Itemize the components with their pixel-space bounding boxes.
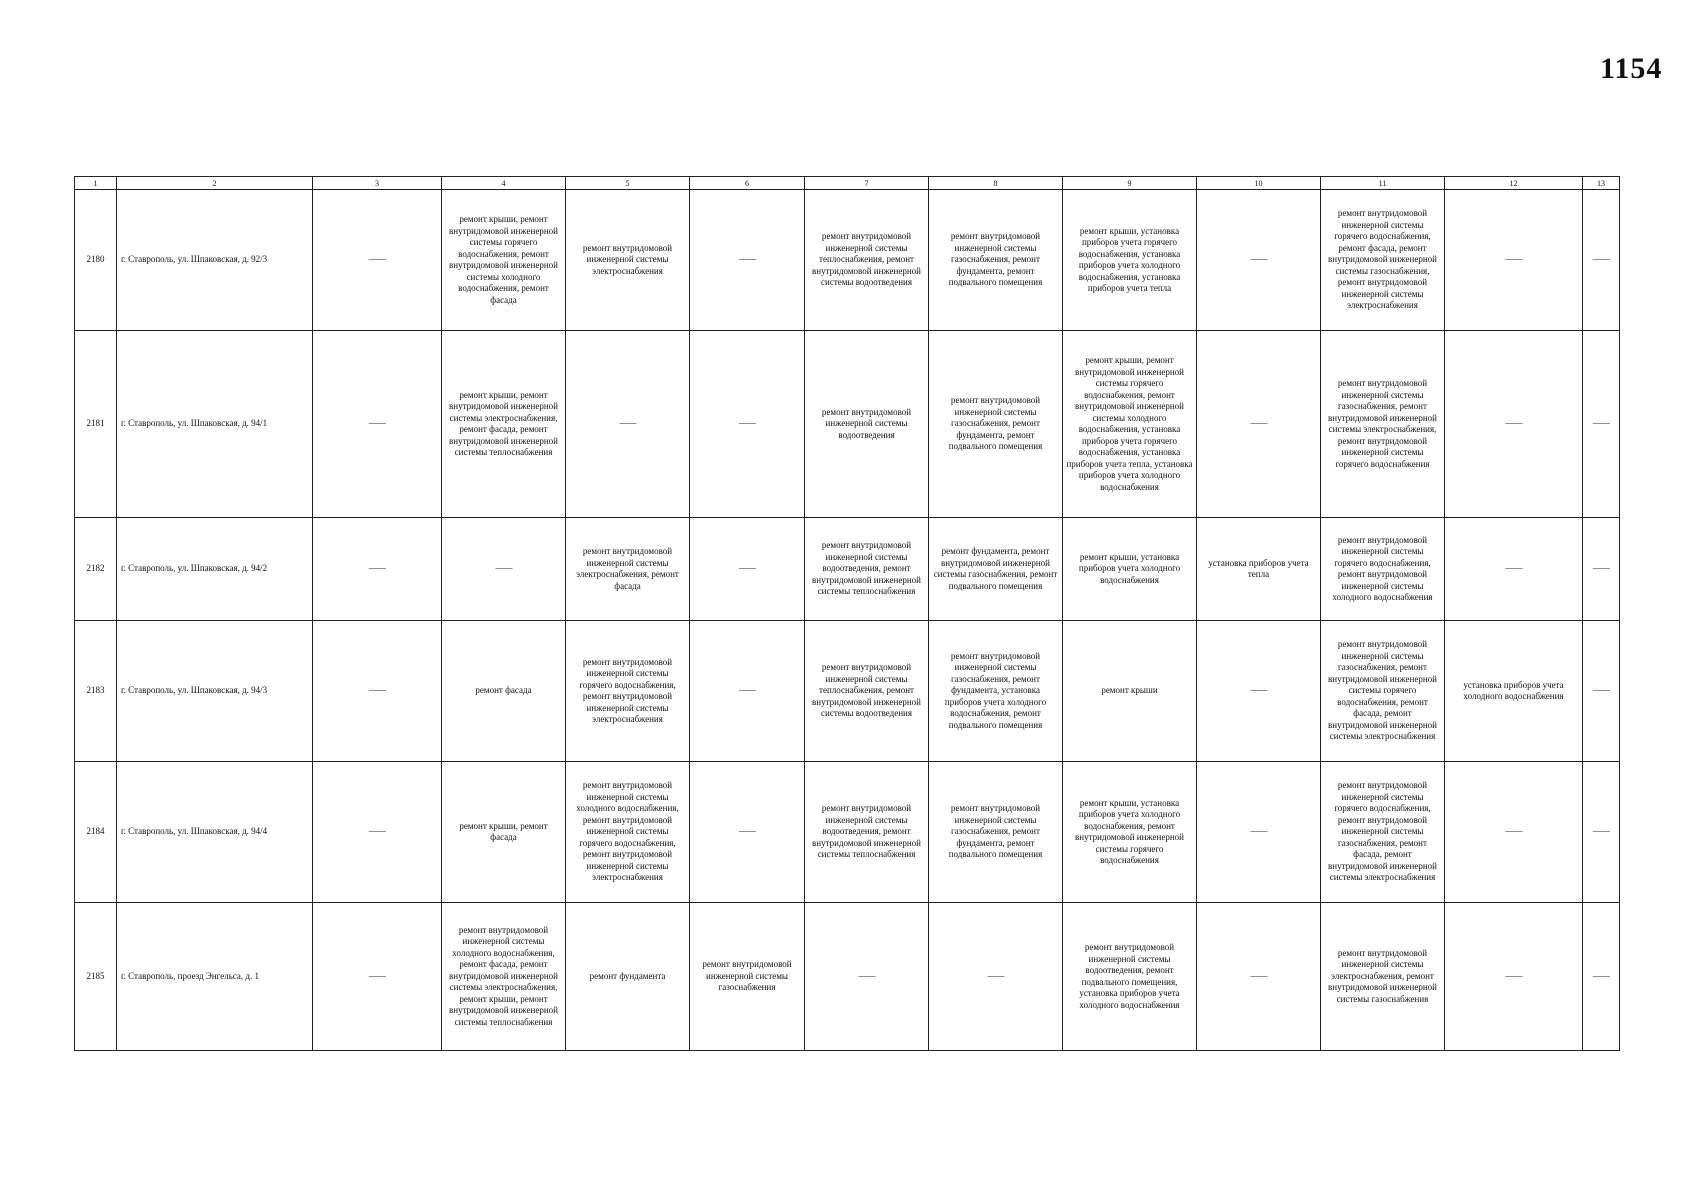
work-type-cell: ремонт внутридомовой инженерной системы водоотведения, ремонт внутридомовой инженерной системы теплоснабжения — [805, 518, 929, 621]
empty-dash-cell: —— — [313, 518, 442, 621]
empty-dash-cell: —— — [1583, 518, 1620, 621]
column-number: 9 — [1063, 177, 1197, 190]
empty-dash-cell: —— — [313, 903, 442, 1051]
work-type-cell: ремонт внутридомовой инженерной системы горячего водоснабжения, ремонт внутридомовой инженерной системы газоснабжения, ремонт фасада, ремонт внутридомовой инженерной системы электроснабжения — [1321, 762, 1445, 903]
row-number-cell: 2180 — [75, 190, 117, 331]
work-type-cell: ремонт внутридомовой инженерной системы газоснабжения, ремонт внутридомовой инженерной системы электроснабжения, ремонт внутридомовой инженерной системы горячего водоснабжения — [1321, 331, 1445, 518]
work-type-cell: ремонт фундамента, ремонт внутридомовой инженерной системы газоснабжения, ремонт подвального помещения — [929, 518, 1063, 621]
empty-dash-cell: —— — [1583, 762, 1620, 903]
empty-dash-cell: —— — [442, 518, 566, 621]
work-type-cell: ремонт внутридомовой инженерной системы электроснабжения, ремонт фасада — [566, 518, 690, 621]
address-cell: г. Ставрополь, ул. Шпаковская, д. 94/1 — [117, 331, 313, 518]
empty-dash-cell: —— — [1445, 762, 1583, 903]
empty-dash-cell: —— — [690, 190, 805, 331]
column-number: 3 — [313, 177, 442, 190]
empty-dash-cell: —— — [566, 331, 690, 518]
empty-dash-cell: —— — [1445, 331, 1583, 518]
column-number: 6 — [690, 177, 805, 190]
empty-dash-cell: —— — [929, 903, 1063, 1051]
work-type-cell: ремонт внутридомовой инженерной системы водоотведения — [805, 331, 929, 518]
row-number-cell: 2185 — [75, 903, 117, 1051]
row-number-cell: 2184 — [75, 762, 117, 903]
address-cell: г. Ставрополь, ул. Шпаковская, д. 94/2 — [117, 518, 313, 621]
work-type-cell: ремонт крыши, установка приборов учета холодного водоснабжения, ремонт внутридомовой инженерной системы горячего водоснабжения — [1063, 762, 1197, 903]
empty-dash-cell: —— — [1197, 903, 1321, 1051]
work-type-cell: ремонт внутридомовой инженерной системы газоснабжения, ремонт внутридомовой инженерной системы горячего водоснабжения, ремонт фасада, ремонт внутридомовой инженерной системы электроснабжения — [1321, 621, 1445, 762]
work-type-cell: ремонт внутридомовой инженерной системы горячего водоснабжения, ремонт фасада, ремонт внутридомовой инженерной системы газоснабжения, ремонт внутридомовой инженерной системы электроснабжения — [1321, 190, 1445, 331]
empty-dash-cell: —— — [690, 762, 805, 903]
empty-dash-cell: —— — [1583, 903, 1620, 1051]
table-row — [75, 518, 1620, 621]
table-row — [75, 621, 1620, 762]
work-type-cell: ремонт внутридомовой инженерной системы теплоснабжения, ремонт внутридомовой инженерной системы водоотведения — [805, 190, 929, 331]
row-number-cell: 2181 — [75, 331, 117, 518]
empty-dash-cell: —— — [313, 190, 442, 331]
work-type-cell: ремонт внутридомовой инженерной системы газоснабжения, ремонт фундамента, ремонт подвального помещения — [929, 762, 1063, 903]
empty-dash-cell: —— — [1445, 518, 1583, 621]
work-type-cell: ремонт фундамента — [566, 903, 690, 1051]
empty-dash-cell: —— — [1197, 190, 1321, 331]
table-row — [75, 190, 1620, 331]
work-type-cell: ремонт внутридомовой инженерной системы водоотведения, ремонт подвального помещения, установка приборов учета холодного водоснабжения — [1063, 903, 1197, 1051]
address-cell: г. Ставрополь, ул. Шпаковская, д. 94/3 — [117, 621, 313, 762]
column-number: 10 — [1197, 177, 1321, 190]
empty-dash-cell: —— — [1197, 621, 1321, 762]
work-type-cell: ремонт внутридомовой инженерной системы газоснабжения, ремонт фундамента, ремонт подвального помещения — [929, 190, 1063, 331]
address-cell: г. Ставрополь, проезд Энгельса, д. 1 — [117, 903, 313, 1051]
empty-dash-cell: —— — [690, 518, 805, 621]
column-number: 11 — [1321, 177, 1445, 190]
column-number: 8 — [929, 177, 1063, 190]
work-type-cell: ремонт крыши — [1063, 621, 1197, 762]
empty-dash-cell: —— — [1197, 762, 1321, 903]
empty-dash-cell: —— — [690, 621, 805, 762]
work-type-cell: ремонт внутридомовой инженерной системы холодного водоснабжения, ремонт фасада, ремонт внутридомовой инженерной системы электроснабжения, ремонт крыши, ремонт внутридомовой инженерной системы теплоснабжения — [442, 903, 566, 1051]
work-type-cell: ремонт внутридомовой инженерной системы водоотведения, ремонт внутридомовой инженерной системы теплоснабжения — [805, 762, 929, 903]
work-type-cell: установка приборов учета холодного водоснабжения — [1445, 621, 1583, 762]
work-type-cell: ремонт внутридомовой инженерной системы газоснабжения, ремонт фундамента, установка приборов учета холодного водоснабжения, ремонт подвального помещения — [929, 621, 1063, 762]
capital-repair-schedule-table — [74, 176, 1620, 1051]
empty-dash-cell: —— — [313, 762, 442, 903]
work-type-cell: ремонт внутридомовой инженерной системы газоснабжения, ремонт фундамента, ремонт подвального помещения — [929, 331, 1063, 518]
work-type-cell: ремонт внутридомовой инженерной системы теплоснабжения, ремонт внутридомовой инженерной системы водоотведения — [805, 621, 929, 762]
empty-dash-cell: —— — [1197, 331, 1321, 518]
empty-dash-cell: —— — [313, 331, 442, 518]
empty-dash-cell: —— — [805, 903, 929, 1051]
empty-dash-cell: —— — [1583, 331, 1620, 518]
page-number: 1154 — [1600, 52, 1663, 85]
work-type-cell: ремонт крыши, ремонт внутридомовой инженерной системы горячего водоснабжения, ремонт внутридомовой инженерной системы холодного водоснабжения, ремонт фасада — [442, 190, 566, 331]
row-number-cell: 2182 — [75, 518, 117, 621]
row-number-cell: 2183 — [75, 621, 117, 762]
work-type-cell: ремонт внутридомовой инженерной системы газоснабжения — [690, 903, 805, 1051]
address-cell: г. Ставрополь, ул. Шпаковская, д. 94/4 — [117, 762, 313, 903]
work-type-cell: ремонт внутридомовой инженерной системы электроснабжения, ремонт внутридомовой инженерной системы газоснабжения — [1321, 903, 1445, 1051]
work-type-cell: ремонт внутридомовой инженерной системы электроснабжения — [566, 190, 690, 331]
empty-dash-cell: —— — [1445, 190, 1583, 331]
column-number-row — [75, 177, 1620, 190]
work-type-cell: ремонт крыши, установка приборов учета горячего водоснабжения, установка приборов учета холодного водоснабжения, установка приборов учета тепла — [1063, 190, 1197, 331]
work-type-cell: ремонт крыши, ремонт внутридомовой инженерной системы электроснабжения, ремонт фасада, ремонт внутридомовой инженерной системы теплоснабжения — [442, 331, 566, 518]
table-row — [75, 331, 1620, 518]
work-type-cell: ремонт внутридомовой инженерной системы горячего водоснабжения, ремонт внутридомовой инженерной системы электроснабжения — [566, 621, 690, 762]
work-type-cell: ремонт крыши, ремонт фасада — [442, 762, 566, 903]
empty-dash-cell: —— — [1445, 903, 1583, 1051]
empty-dash-cell: —— — [1583, 190, 1620, 331]
work-type-cell: ремонт внутридомовой инженерной системы горячего водоснабжения, ремонт внутридомовой инженерной системы холодного водоснабжения — [1321, 518, 1445, 621]
table-row — [75, 903, 1620, 1051]
column-number: 1 — [75, 177, 117, 190]
work-type-cell: установка приборов учета тепла — [1197, 518, 1321, 621]
work-type-cell: ремонт крыши, установка приборов учета холодного водоснабжения — [1063, 518, 1197, 621]
column-number: 13 — [1583, 177, 1620, 190]
empty-dash-cell: —— — [313, 621, 442, 762]
column-number: 7 — [805, 177, 929, 190]
work-type-cell: ремонт внутридомовой инженерной системы холодного водоснабжения, ремонт внутридомовой инженерной системы горячего водоснабжения, ремонт внутридомовой инженерной системы электроснабжения — [566, 762, 690, 903]
column-number: 2 — [117, 177, 313, 190]
empty-dash-cell: —— — [690, 331, 805, 518]
empty-dash-cell: —— — [1583, 621, 1620, 762]
column-number: 12 — [1445, 177, 1583, 190]
work-type-cell: ремонт фасада — [442, 621, 566, 762]
column-number: 4 — [442, 177, 566, 190]
column-number: 5 — [566, 177, 690, 190]
address-cell: г. Ставрополь, ул. Шпаковская, д. 92/3 — [117, 190, 313, 331]
work-type-cell: ремонт крыши, ремонт внутридомовой инженерной системы горячего водоснабжения, ремонт внутридомовой инженерной системы холодного водоснабжения, установка приборов учета горячего водоснабжения, установка приборов учета тепла, установка приборов учета холодного водоснабжения — [1063, 331, 1197, 518]
table-row — [75, 762, 1620, 903]
